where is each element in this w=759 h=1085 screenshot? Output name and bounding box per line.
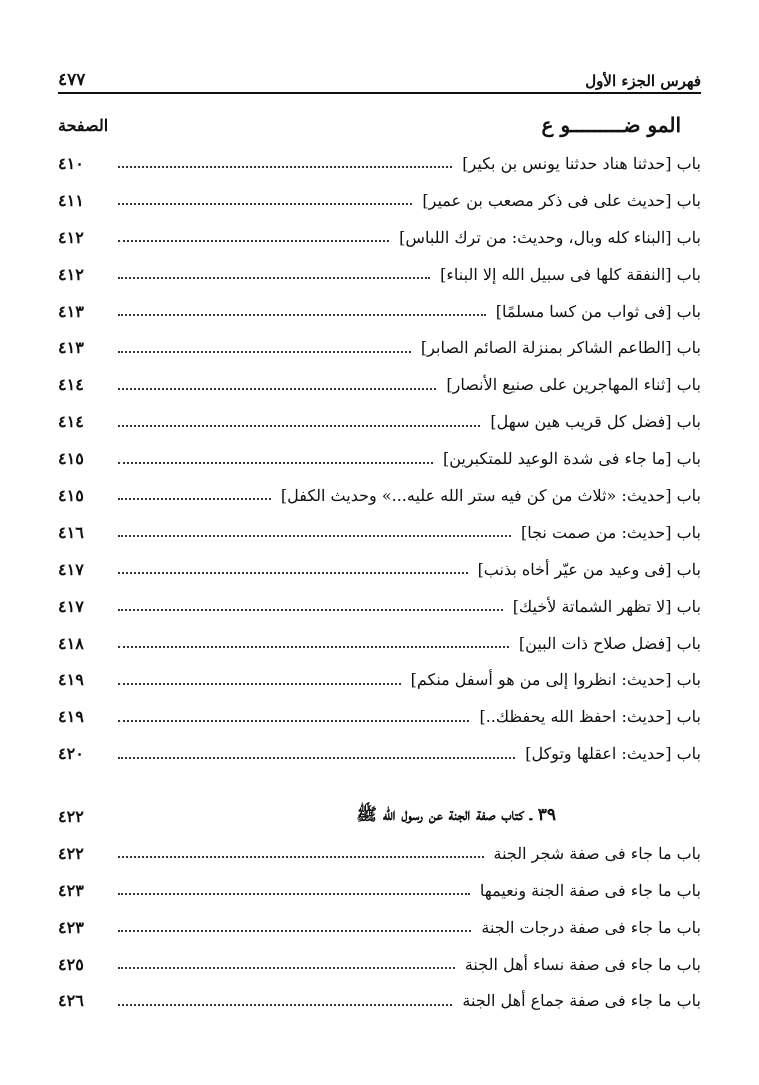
running-head xyxy=(58,60,701,90)
dot-leader xyxy=(118,1004,452,1006)
entry-title: باب [فضل كل قريب هين سهل] xyxy=(490,412,701,432)
toc-entry xyxy=(58,625,701,662)
entry-page-number: ٤١٧ xyxy=(58,596,84,616)
entry-page-number: ٤٢٠ xyxy=(58,744,84,764)
entry-page-number: ٤١٤ xyxy=(58,375,84,395)
toc-entry xyxy=(58,182,701,219)
dot-leader xyxy=(118,277,430,279)
entry-page-number: ٤١٣ xyxy=(58,301,84,321)
dot-leader xyxy=(118,856,484,858)
entry-page-number: ٤٢٦ xyxy=(58,991,84,1011)
entry-page-number: ٤١٤ xyxy=(58,412,84,432)
entry-title: باب [لا تظهر الشماتة لأخيك] xyxy=(512,596,701,616)
entry-page-number: ٤١٧ xyxy=(58,559,84,579)
entry-page-number: ٤١١ xyxy=(58,190,84,210)
entry-page-number: ٤١٢ xyxy=(58,264,84,284)
dot-leader xyxy=(118,166,452,168)
dot-leader xyxy=(118,203,412,205)
entry-title: باب [ثناء المهاجرين على صنيع الأنصار] xyxy=(446,375,701,395)
dot-leader xyxy=(118,572,468,574)
entry-title: باب ما جاء فى صفة درجات الجنة xyxy=(481,917,701,937)
toc-entry xyxy=(58,909,701,946)
book-heading xyxy=(58,798,701,835)
toc-entry xyxy=(58,329,701,366)
dot-leader xyxy=(118,720,469,722)
dot-leader xyxy=(118,757,515,759)
toc-entry xyxy=(58,256,701,293)
toc-entry xyxy=(58,145,701,182)
toc-entry xyxy=(58,219,701,256)
entry-page-number: ٤١٣ xyxy=(58,338,84,358)
topic-column-heading: المو ضـــــــــو ع xyxy=(541,113,681,137)
dot-leader xyxy=(118,351,411,353)
entry-title: باب ما جاء فى صفة نساء أهل الجنة xyxy=(464,954,701,974)
toc-entry xyxy=(58,514,701,551)
entry-title: باب ما جاء فى صفة شجر الجنة xyxy=(493,843,701,863)
book-title: ٣٩ ـ كتاب صفة الجنة عن رسول الله ﷺ xyxy=(356,804,556,825)
column-headings xyxy=(58,105,701,145)
toc-entry xyxy=(58,872,701,909)
dot-leader xyxy=(118,609,503,611)
entry-page-number: ٤٢٥ xyxy=(58,954,84,974)
entry-list xyxy=(58,145,701,772)
entry-title: باب [حديث: اعقلها وتوكل] xyxy=(525,744,701,764)
entry-page-number: ٤١٦ xyxy=(58,522,84,542)
dot-leader xyxy=(118,314,486,316)
dot-leader xyxy=(118,498,271,500)
entry-page-number: ٤١٨ xyxy=(58,633,84,653)
entry-title: باب [حدثنا هناد حدثنا يونس بن بكير] xyxy=(462,153,701,173)
header-rule xyxy=(58,92,701,94)
entry-title: باب ما جاء فى صفة جماع أهل الجنة xyxy=(462,991,701,1011)
entry-page-number: ٤١٢ xyxy=(58,227,84,247)
toc-entry xyxy=(58,735,701,772)
entry-page-number: ٤٢٢ xyxy=(58,843,84,863)
entry-title: باب [حديث على فى ذكر مصعب بن عمير] xyxy=(422,190,701,210)
toc-entry xyxy=(58,661,701,698)
book-page-number: ٤٢٢ xyxy=(58,806,84,826)
entry-title: باب [حديث: من صمت نجا] xyxy=(520,522,701,542)
book-section xyxy=(58,798,701,1019)
dot-leader xyxy=(118,425,480,427)
dot-leader xyxy=(118,967,455,969)
entry-title: باب [حديث: احفظ الله يحفظك..] xyxy=(479,707,701,727)
toc-entry xyxy=(58,477,701,514)
dot-leader xyxy=(118,535,511,537)
toc-entry xyxy=(58,835,701,872)
entry-title: باب [فضل صلاح ذات البين] xyxy=(518,633,701,653)
entry-page-number: ٤١٥ xyxy=(58,449,84,469)
entry-page-number: ٤١٩ xyxy=(58,707,84,727)
toc-entry xyxy=(58,698,701,735)
toc-entry xyxy=(58,551,701,588)
entry-title: باب [البناء كله وبال، وحديث: من ترك اللباس] xyxy=(399,227,701,247)
entry-title: باب [فى وعيد من عيّر أخاه بذنب] xyxy=(477,559,701,579)
entry-title: باب [النفقة كلها فى سبيل الله إلا البناء] xyxy=(440,264,701,284)
toc-entry xyxy=(58,946,701,983)
entry-title: باب [حديث: «ثلاث من كن فيه ستر الله عليه...» وحديث الكفل] xyxy=(280,485,701,505)
dot-leader xyxy=(118,893,470,895)
entry-page-number: ٤١٠ xyxy=(58,153,84,173)
toc-entry xyxy=(58,982,701,1019)
running-head-page-number: ٤٧٧ xyxy=(58,70,86,90)
entry-title: باب [ما جاء فى شدة الوعيد للمتكبرين] xyxy=(442,449,701,469)
dot-leader xyxy=(118,646,509,648)
toc-entry xyxy=(58,293,701,330)
toc-entry xyxy=(58,366,701,403)
entry-title: باب [فى ثواب من كسا مسلمًا] xyxy=(495,301,701,321)
running-head-title: فهرس الجزء الأول xyxy=(585,72,701,90)
toc-entry xyxy=(58,588,701,625)
toc-entry xyxy=(58,440,701,477)
dot-leader xyxy=(118,462,433,464)
entry-title: باب ما جاء فى صفة الجنة ونعيمها xyxy=(479,880,701,900)
entry-title: باب [الطاعم الشاكر بمنزلة الصائم الصابر] xyxy=(420,338,701,358)
dot-leader xyxy=(118,683,401,685)
dot-leader xyxy=(118,240,389,242)
dot-leader xyxy=(118,388,436,390)
entry-page-number: ٤٢٣ xyxy=(58,917,84,937)
dot-leader xyxy=(118,930,471,932)
entry-page-number: ٤٢٣ xyxy=(58,880,84,900)
entry-title: باب [حديث: انظروا إلى من هو أسفل منكم] xyxy=(410,670,701,690)
entry-page-number: ٤١٥ xyxy=(58,485,84,505)
entry-page-number: ٤١٩ xyxy=(58,670,84,690)
page-column-heading: الصفحة xyxy=(58,115,109,135)
toc-entry xyxy=(58,403,701,440)
